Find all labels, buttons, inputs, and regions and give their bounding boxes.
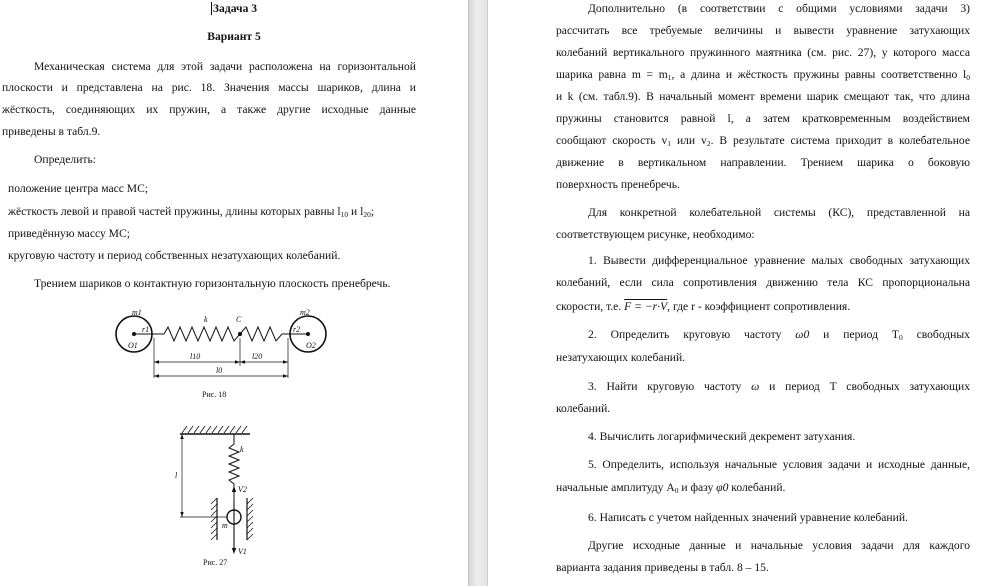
list-item: положение центра масс МС;: [8, 182, 149, 195]
left-page: Задача 3 Вариант 5 Механическая система для этой задачи расположена на горизонтальной плоскости и представлена на рис. 18. Значения массы шариков, длина и жёсткость, соединяющих их пружин, а также другие исходные данные приведены в табл.9. Определить: положение центра масс МС; жёсткость левой и правой частей пружины, длины которых равны $l_{10}$ и $l_{20}$; приведённую массу МС; круговую частоту и период собственных незатухающих колебаний. Трением шариков о контактную горизонтальную плоскость пренебречь. m1 r1 O1 k C m2 r2 O2 l10 l20 l0 Рис. 18 k l V2 m V1 Рис. 27: [0, 0, 468, 586]
figure-27-caption: Рис. 27: [203, 558, 228, 567]
center-of-mass-dot: [238, 332, 241, 335]
page-gutter: [468, 0, 488, 586]
figure-27-diagram: [168, 420, 278, 560]
omega-symbol: ω: [751, 380, 760, 393]
svg-text:m: m: [222, 521, 228, 530]
define-label: Определить:: [34, 153, 96, 166]
svg-text:m1: m1: [132, 308, 142, 317]
list-item: приведённую массу МС;: [8, 227, 130, 240]
figure-18-caption: Рис. 18: [202, 390, 227, 399]
svg-text:C: C: [236, 315, 242, 324]
svg-text:l: l: [175, 471, 178, 480]
spring-horizontal: [152, 327, 290, 341]
variant-heading: Вариант 5: [207, 30, 261, 43]
svg-text:l20: l20: [252, 352, 263, 361]
list-item: круговую частоту и период собственных незатухающих колебаний.: [8, 249, 341, 262]
requirement-item-4: 4. Вычислить логарифмический декремент затухания.: [588, 430, 856, 443]
omega0-symbol: ω0: [795, 328, 810, 341]
svg-text:r2: r2: [293, 325, 301, 334]
requirement-item-6: 6. Написать с учетом найденных значений уравнение колебаний.: [588, 511, 908, 524]
svg-text:k: k: [204, 315, 208, 324]
svg-text:l10: l10: [190, 352, 201, 361]
svg-text:r1: r1: [142, 325, 150, 334]
resistance-force-formula: F = −r·V: [624, 300, 668, 313]
svg-text:O2: O2: [306, 341, 316, 350]
phi0-symbol: φ0: [716, 481, 729, 494]
figure-18-diagram: [110, 308, 340, 388]
svg-text:l0: l0: [216, 366, 223, 375]
svg-text:O1: O1: [128, 341, 138, 350]
right-page: Дополнительно (в соответствии с общими условиями задачи 3) рассчитать все требуемые величины и вывести уравнение затухающих колебаний вертикального пружинного маятника (см. рис. 27), у которого масса шарика равна $m = m_1$, а длина и жёсткость пружины равны соответственно $l_0$ и k (см. табл.9). В начальный момент времени шарик смещают так, что длина пружины становится равной l, а затем кратковременным воздействием сообщают скорость $v_1$ или $v_2$. В результате система приходит в колебательное движение в вертикальном направлении. Трением шарика о боковую поверхность пренебречь. Для конкретной колебательной системы (КС), представленной на соответствующем рисунке, необходимо: 1. Вывести дифференциальное уравнение малых свободных затухающих колебаний, если сила сопротивления движению тела КС пропорциональна скорости, т.е. F = −r·V, где r - коэффициент сопротивления. 2. Определить круговую частоту ω0 и период $T_0$ свободных незатухающих колебаний. 3. Найти круговую частоту ω и период T свободных затухающих колебаний. 4. Вычислить логарифмический декремент затухания. 5. Определить, используя начальные условия задачи и исходные данные, начальные амплитуду $A_0$ и фазу φ0 колебаний. 6. Написать с учетом найденных значений уравнение колебаний. Другие исходные данные и начальные условия задачи для каждого варианта задания приведены в табл. 8 – 15.: [488, 0, 1000, 586]
svg-text:k: k: [240, 445, 244, 454]
task-heading: Задача 3: [212, 2, 258, 15]
svg-text:V1: V1: [238, 547, 247, 556]
friction-note: Трением шариков о контактную горизонтальную плоскость пренебречь.: [34, 277, 391, 290]
svg-text:V2: V2: [238, 485, 247, 494]
list-item: жёсткость левой и правой частей пружины, длины которых равны $l_{10}$ и $l_{20}$;: [8, 205, 375, 219]
svg-text:m2: m2: [300, 308, 310, 317]
